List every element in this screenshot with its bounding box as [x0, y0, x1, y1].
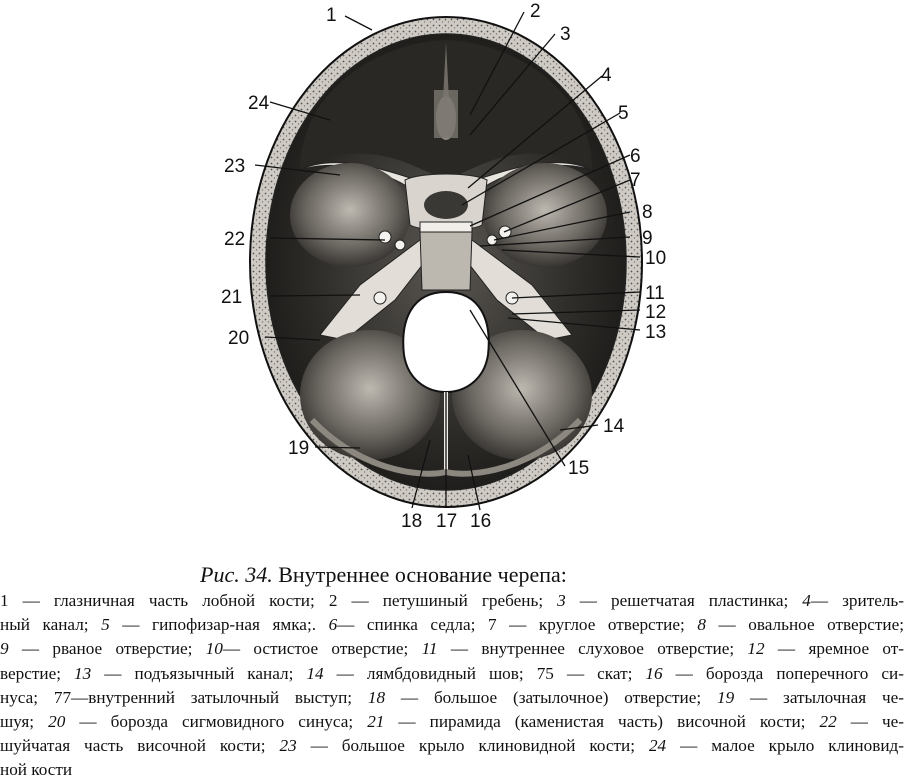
legend-line — [0, 613, 904, 637]
legend-item-number: 8 — [697, 615, 706, 635]
internal-acoustic-meatus-left — [374, 292, 386, 304]
callout-11: 11 — [645, 283, 665, 304]
callout-17: 17 — [436, 511, 458, 532]
callout-23: 23 — [224, 156, 246, 177]
legend-text: — борозда сигмовидного синуса; — [65, 711, 368, 731]
legend-text: — остистое отверстие; — [222, 639, 422, 659]
legend-line — [0, 589, 904, 613]
legend-item-number: 3 — [557, 591, 566, 610]
callout-6: 6 — [630, 146, 641, 167]
callout-13: 13 — [645, 322, 667, 343]
legend-text: шуйчатая часть височной кости; — [0, 736, 280, 756]
legend-text: — че- — [836, 711, 904, 731]
legend-item-number: 4 — [802, 591, 811, 610]
legend-item-number: 19 — [716, 687, 735, 707]
callout-20: 20 — [228, 328, 250, 349]
callout-21: 21 — [221, 287, 243, 308]
legend-line — [0, 758, 904, 782]
callout-12: 12 — [645, 302, 667, 323]
callout-7: 7 — [630, 170, 641, 191]
legend-line — [0, 734, 904, 758]
callout-5: 5 — [618, 103, 629, 124]
callout-24: 24 — [248, 93, 270, 114]
callout-22: 22 — [224, 229, 246, 250]
legend-item-number: 23 — [279, 736, 297, 756]
legend-item-number: 14 — [306, 663, 324, 683]
foramen-ovale-left — [395, 240, 405, 250]
legend-text: — большое крыло клиновидной кости; — [296, 736, 649, 756]
legend-text: — рваное отверстие; — [8, 639, 206, 659]
figure-legend — [0, 589, 904, 783]
legend-line — [0, 637, 904, 661]
foramen-rotundum-left — [379, 231, 391, 243]
legend-text: — подъязычный канал; — [91, 663, 307, 683]
legend-text: — затылочная че- — [734, 687, 904, 707]
legend-item-number: 9 — [0, 639, 9, 659]
callout-8: 8 — [642, 202, 653, 223]
callout-18: 18 — [401, 511, 423, 532]
legend-text: нуса; 77—внутренний затылочный выступ; — [0, 687, 368, 707]
legend-text: — гипофизар-ная ямка;. — [109, 615, 329, 635]
legend-item-number: 13 — [74, 663, 92, 683]
legend-text: — спинка седла; 7 — круглое отверстие; — [337, 615, 698, 635]
legend-item-number: 21 — [367, 711, 385, 731]
clivus — [420, 232, 472, 290]
legend-line — [0, 686, 904, 710]
legend-text: — яремное от- — [764, 639, 904, 659]
legend-text: — малое крыло клиновид- — [666, 736, 904, 756]
callout-14: 14 — [603, 416, 625, 437]
legend-line — [0, 662, 904, 686]
legend-text: ной кости — [0, 760, 73, 780]
callout-10: 10 — [645, 248, 667, 269]
foramen-magnum — [403, 292, 488, 392]
legend-text: верстие; — [0, 663, 75, 683]
figure-caption — [200, 562, 567, 588]
legend-item-number: 5 — [101, 615, 110, 635]
dorsum-sellae — [420, 222, 472, 232]
legend-text: — зритель- — [810, 591, 904, 610]
legend-item-number: 6 — [328, 615, 338, 635]
legend-item-number: 18 — [367, 687, 386, 707]
legend-item-number: 11 — [421, 639, 438, 659]
legend-item-number: 10 — [205, 639, 223, 659]
cribriform-plate — [434, 90, 458, 138]
legend-text: — внутреннее слуховое отверстие; — [437, 639, 748, 659]
callout-2: 2 — [530, 1, 541, 22]
legend-text: — овальное отверстие; — [705, 615, 904, 635]
legend-text: ный канал; — [0, 615, 102, 635]
legend-text: — решетчатая пластинка; — [565, 591, 803, 610]
callout-3: 3 — [560, 24, 571, 45]
legend-text: 1 — глазничная часть лобной кости; 2 — петушиный гребень; — [0, 591, 558, 610]
legend-item-number: 20 — [48, 711, 66, 731]
legend-item-number: 16 — [645, 663, 663, 683]
legend-item-number: 22 — [819, 711, 837, 731]
legend-text: — пирамида (каменистая часть) височной кости; — [384, 711, 820, 731]
legend-line — [0, 710, 904, 734]
figure-title: Внутреннее основание черепа: — [278, 562, 567, 587]
callout-19: 19 — [288, 438, 310, 459]
legend-text: шуя; — [0, 711, 49, 731]
callout-9: 9 — [642, 228, 653, 249]
callout-4: 4 — [601, 65, 612, 86]
hypophyseal-fossa — [424, 191, 468, 219]
callout-15: 15 — [568, 458, 590, 479]
legend-text: — лямбдовидный шов; 75 — скат; — [323, 663, 646, 683]
legend-text: — большое (затылочное) отверстие; — [385, 687, 717, 707]
middle-fossa-left — [290, 163, 410, 267]
legend-text: — борозда поперечного си- — [662, 663, 904, 683]
callout-16: 16 — [470, 511, 492, 532]
legend-item-number: 24 — [648, 736, 667, 756]
legend-item-number: 12 — [747, 639, 765, 659]
figure-number: Рис. 34. — [200, 562, 273, 587]
callout-1: 1 — [326, 5, 337, 26]
